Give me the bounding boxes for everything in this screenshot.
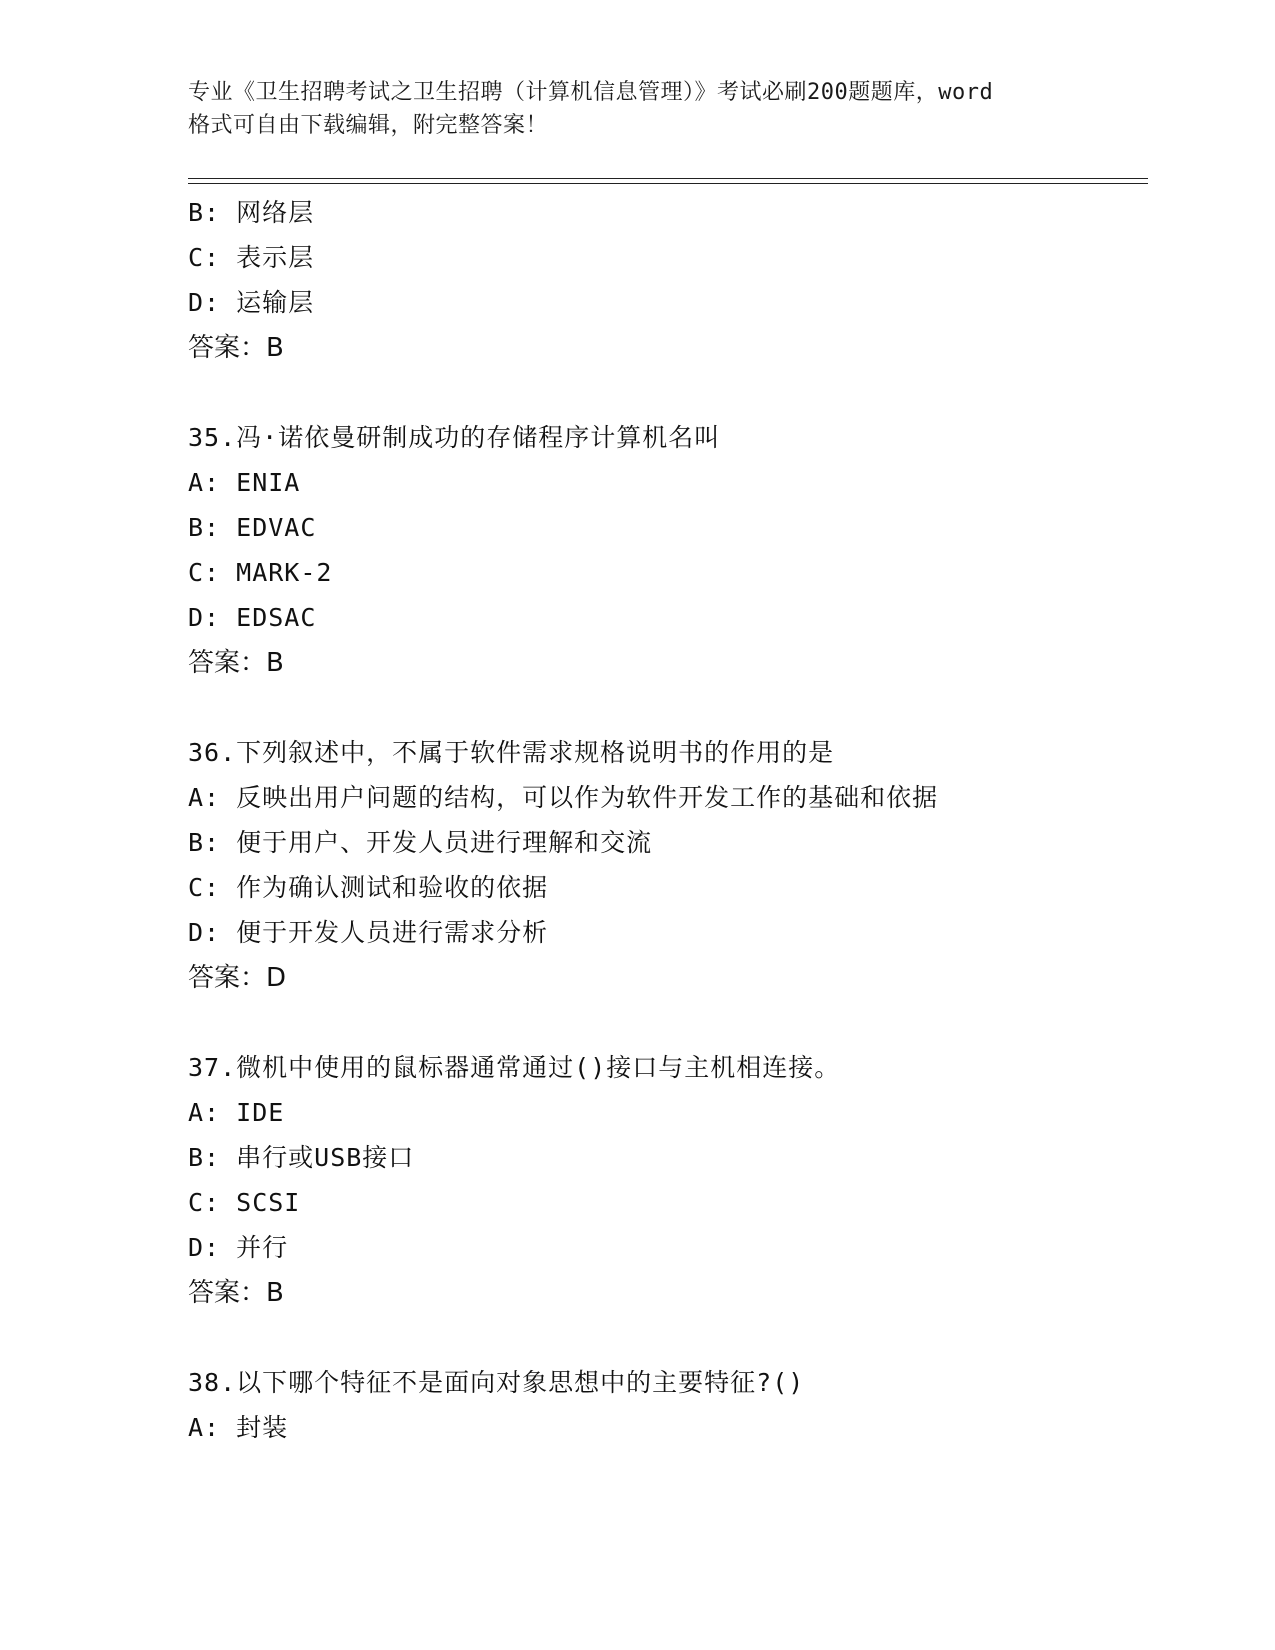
option-c: C: SCSI [188,1188,301,1217]
option-b: B: EDVAC [188,513,317,542]
option-a: A: 封装 [188,1413,289,1442]
option-b: B: 网络层 [188,198,315,227]
question-37 [188,1045,1148,1316]
question-list [188,190,1148,1450]
answer-line: 答案：B [188,1278,284,1308]
question-38 [188,1360,1148,1450]
option-a: A: IDE [188,1098,285,1127]
option-a: A: ENIA [188,468,301,497]
spacer [188,686,1148,730]
option-d: D: EDSAC [188,603,317,632]
question-stem: 35.冯·诺依曼研制成功的存储程序计算机名叫 [188,423,721,452]
question-stem: 36.下列叙述中，不属于软件需求规格说明书的作用的是 [188,738,835,767]
answer-line: 答案：B [188,648,284,678]
question-fragment [188,190,1148,371]
header-line-2: 格式可自由下载编辑，附完整答案！ [188,113,549,138]
option-c: C: MARK-2 [188,558,333,587]
header-divider-top [188,178,1148,179]
question-36 [188,730,1148,1001]
option-c: C: 作为确认测试和验收的依据 [188,873,549,902]
option-b: B: 便于用户、开发人员进行理解和交流 [188,828,653,857]
answer-line: 答案：D [188,963,287,993]
option-d: D: 运输层 [188,288,315,317]
spacer [188,1001,1148,1045]
header-line-1: 专业《卫生招聘考试之卫生招聘（计算机信息管理）》考试必刷200题题库，word [188,80,994,105]
option-d: D: 并行 [188,1233,289,1262]
option-d: D: 便于开发人员进行需求分析 [188,918,549,947]
spacer [188,371,1148,415]
option-b: B: 串行或USB接口 [188,1143,415,1172]
header-divider-bottom [188,183,1148,184]
option-a: A: 反映出用户问题的结构，可以作为软件开发工作的基础和依据 [188,783,939,812]
spacer [188,1316,1148,1360]
question-stem: 38.以下哪个特征不是面向对象思想中的主要特征?() [188,1368,805,1397]
question-35 [188,415,1148,686]
question-stem: 37.微机中使用的鼠标器通常通过()接口与主机相连接。 [188,1053,841,1082]
answer-line: 答案：B [188,333,284,363]
option-c: C: 表示层 [188,243,315,272]
document-header [188,76,1088,142]
